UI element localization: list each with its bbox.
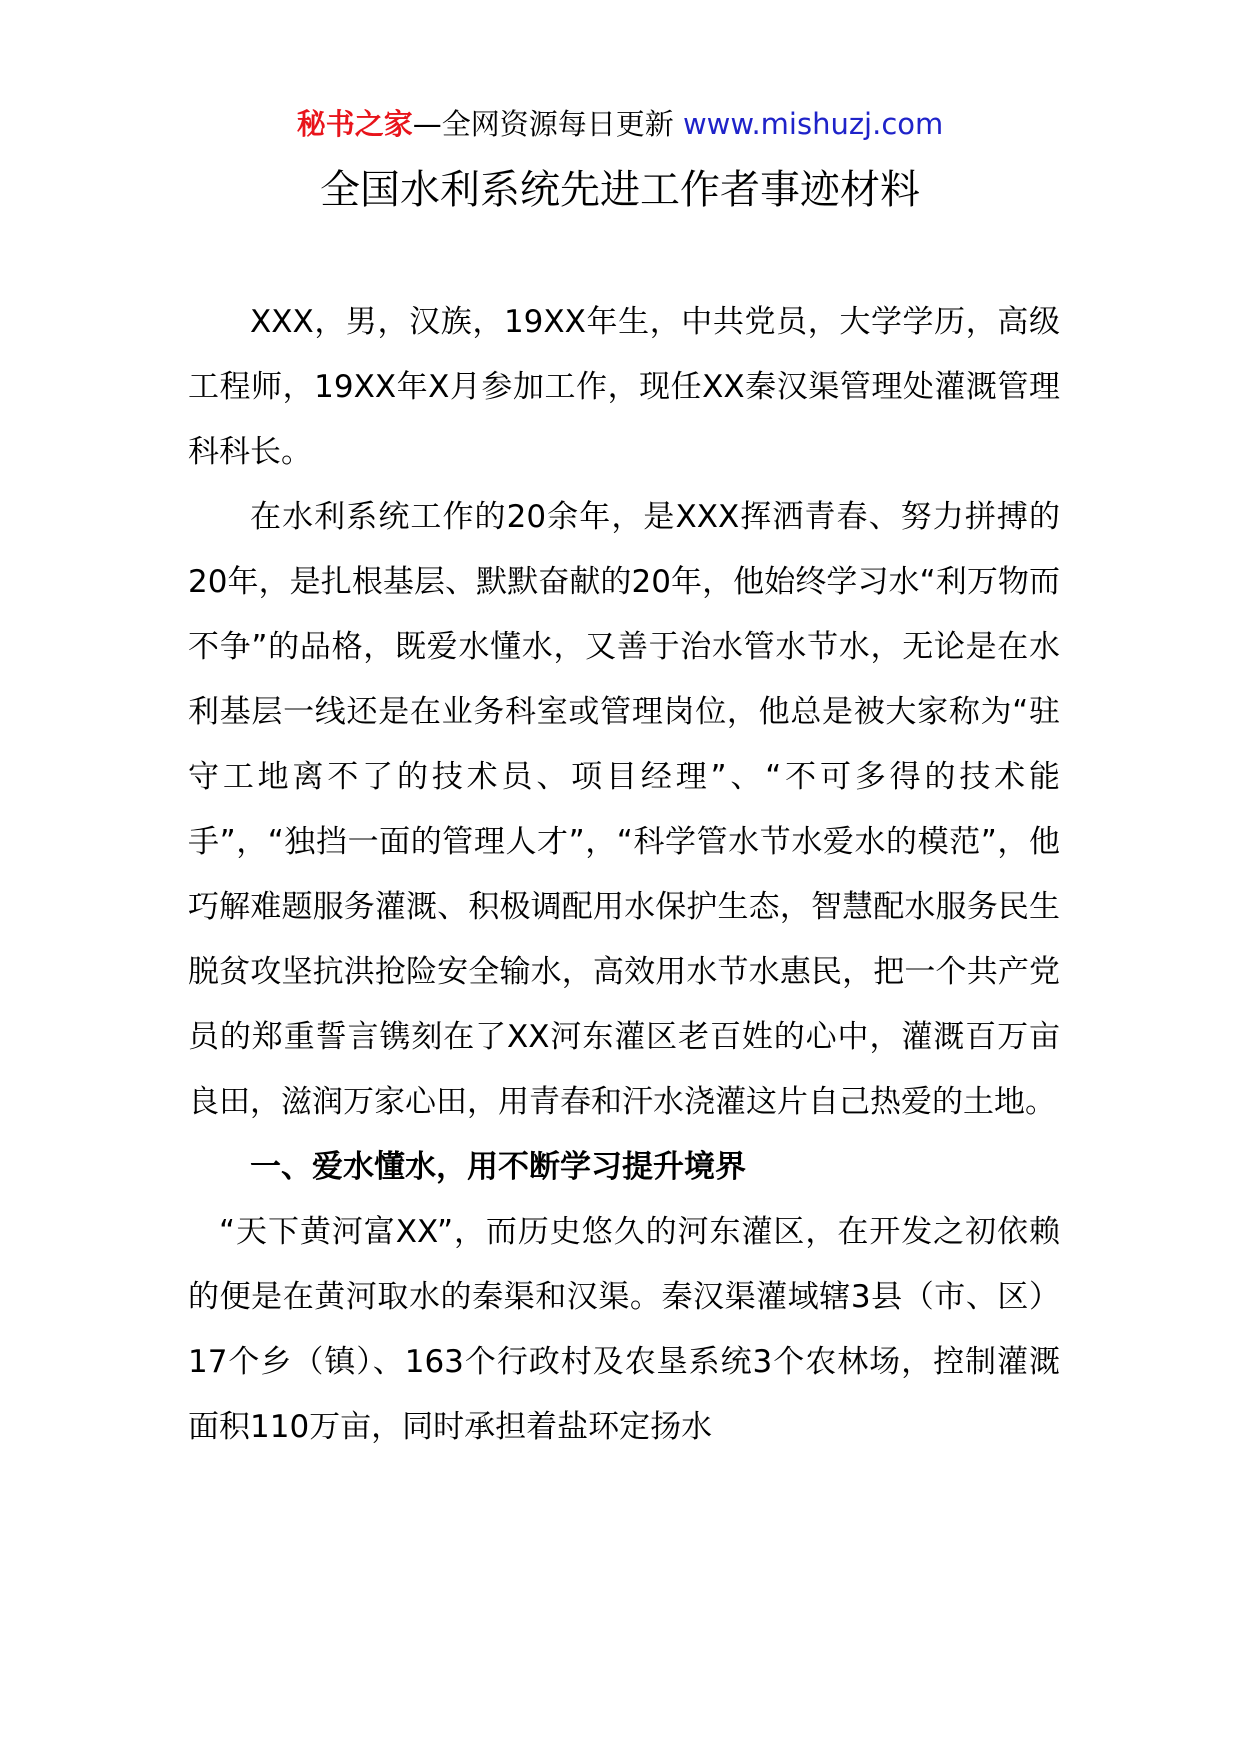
watermark-header (0, 104, 1240, 144)
brand-tagline: —全网资源每日更新 (412, 107, 683, 141)
paragraph-intro: XXX，男，汉族，19XX年生，中共党员，大学学历，高级工程师，19XX年X月参加工作，现任XX秦汉渠管理处灌溉管理科科长。 (188, 304, 1060, 470)
section-heading: 一、爱水懂水，用不断学习提升境界 (250, 1149, 746, 1185)
site-url-link[interactable]: www.mishuzj.com (682, 107, 944, 141)
document-body (188, 290, 1060, 1460)
brand-name: 秘书之家 (296, 107, 413, 141)
paragraph-section-one: “天下黄河富XX”，而历史悠久的河东灌区，在开发之初依赖的便是在黄河取水的秦渠和汉渠。秦汉渠灌域辖3县（市、区）17个乡（镇）、163个行政村及农垦系统3个农林场，控制灌溉面积110万亩，同时承担着盐环定扬水 (188, 1214, 1060, 1445)
paragraph-career: 在水利系统工作的20余年，是XXX挥洒青春、努力拼搏的20年，是扎根基层、默默奋献的20年，他始终学习水“利万物而不争”的品格，既爱水懂水，又善于治水管水节水，无论是在水利基层一线还是在业务科室或管理岗位，他总是被大家称为“驻守工地离不了的技术员、项目经理”、“不可多得的技术能手”，“独挡一面的管理人才”，“科学管水节水爱水的模范”，他巧解难题服务灌溉、积极调配用水保护生态，智慧配水服务民生脱贫攻坚抗洪抢险安全输水，高效用水节水惠民，把一个共产党员的郑重誓言镌刻在了XX河东灌区老百姓的心中，灌溉百万亩良田，滋润万家心田，用青春和汗水浇灌这片自己热爱的土地。 (188, 499, 1060, 1120)
document-title: 全国水利系统先进工作者事迹材料 (320, 167, 920, 213)
